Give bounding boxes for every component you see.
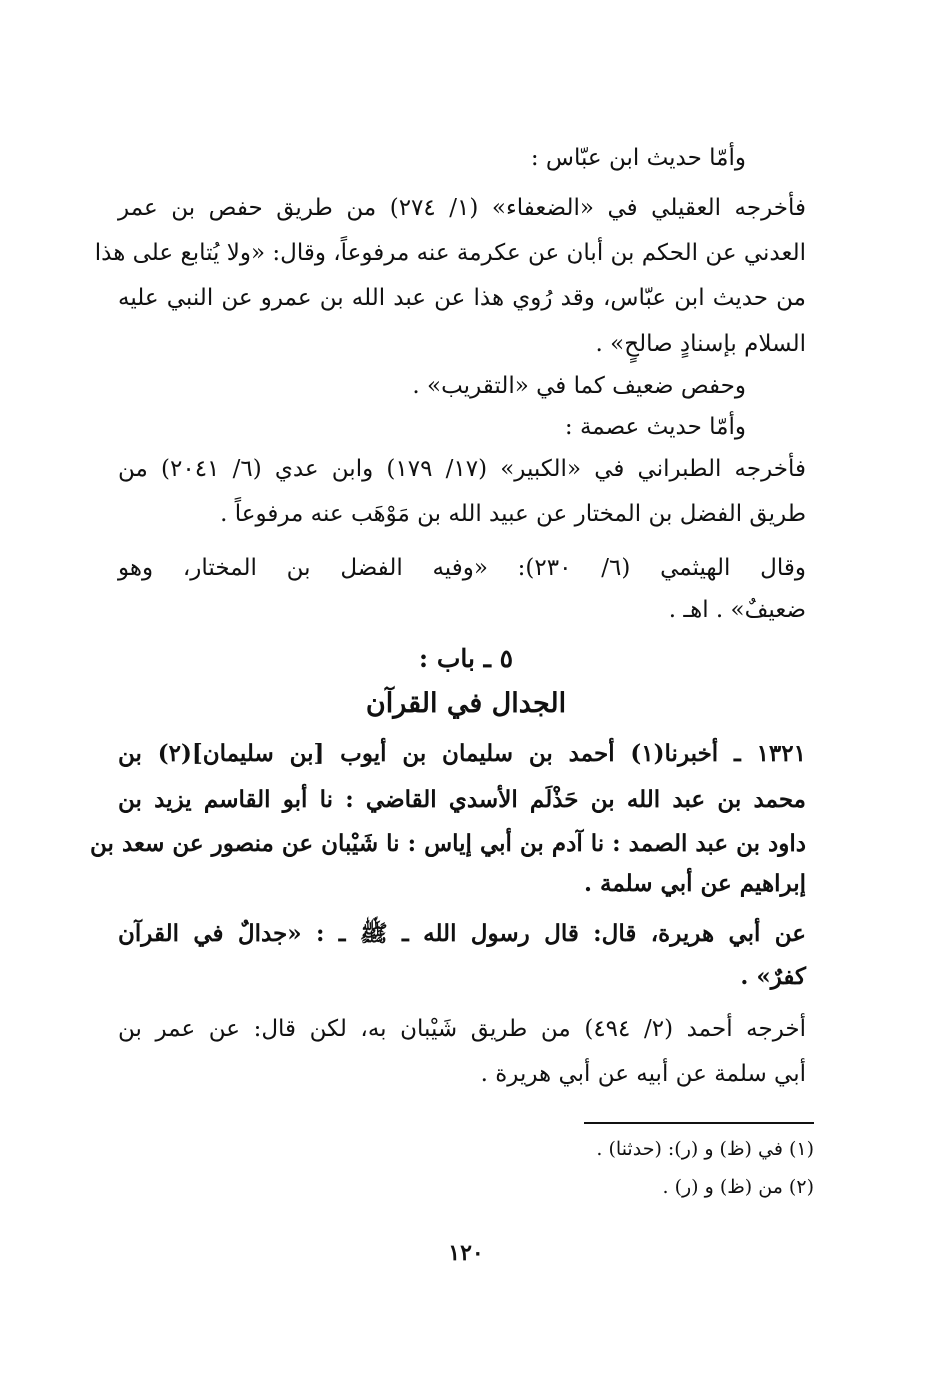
page-number: ١٢٠ [448, 1240, 484, 1266]
chapter-title: الجدال في القرآن [365, 688, 567, 719]
footnote: (١) في (ظ) و (ر): (حدثنا) . [596, 1138, 814, 1160]
hadith-isnad-line: ١٣٢١ ـ أخبرنا(١) أحمد بن سليمان بن أيوب [بن سليمان](٢) بن [118, 740, 806, 767]
text-line: السلام بإسنادٍ صالحٍ» . [595, 331, 806, 357]
text-line: العدني عن الحكم بن أبان عن عكرمة عنه مرفوعاً، وقال: «ولا يُتابع على هذا [94, 240, 806, 266]
hadith-isnad-line: داود بن عبد الصمد : نا آدم بن أبي إياس : نا شَيْبان عن منصور عن سعد بن [90, 830, 806, 857]
text-line: طريق الفضل بن المختار عن عبيد الله بن مَوْهَب عنه مرفوعاً . [220, 501, 806, 527]
text-line: وحفص ضعيف كما في «التقريب» . [412, 373, 746, 399]
text-line: وقال الهيثمي (٦/ ٢٣٠): «وفيه الفضل بن المختار، وهو [118, 555, 807, 581]
takhrij-line: أبي سلمة عن أبيه عن أبي هريرة . [480, 1061, 806, 1087]
hadith-isnad-line: محمد بن عبد الله بن حَذْلَم الأسدي القاضي : نا أبو القاسم يزيد بن [118, 786, 806, 813]
hadith-matn-line: عن أبي هريرة، قال: قال رسول الله ـ ﷺ ـ : «جدالٌ في القرآن [118, 920, 806, 947]
footnote: (٢) من (ظ) و (ر) . [662, 1176, 814, 1198]
takhrij-line: أخرجه أحمد (٢/ ٤٩٤) من طريق شَيْبان به، لكن قال: عن عمر بن [118, 1016, 807, 1042]
text-line: ضعيفٌ» . اهـ . [668, 597, 806, 623]
text-line: من حديث ابن عبّاس، وقد رُوي هذا عن عبد الله بن عمرو عن النبي عليه [118, 285, 806, 311]
text-line: وأمّا حديث ابن عبّاس : [530, 145, 746, 171]
hadith-isnad-line: إبراهيم عن أبي سلمة . [584, 870, 806, 897]
text-line: فأخرجه الطبراني في «الكبير» (١٧/ ١٧٩) وابن عدي (٦/ ٢٠٤١) من [118, 456, 807, 482]
text-line: فأخرجه العقيلي في «الضعفاء» (١/ ٢٧٤) من طريق حفص بن عمر [118, 195, 806, 221]
footnote-divider [584, 1122, 814, 1124]
hadith-matn-line: كفرٌ» . [740, 963, 806, 990]
text-line: وأمّا حديث عصمة : [564, 414, 746, 440]
chapter-number: ٥ ـ باب : [418, 644, 514, 673]
